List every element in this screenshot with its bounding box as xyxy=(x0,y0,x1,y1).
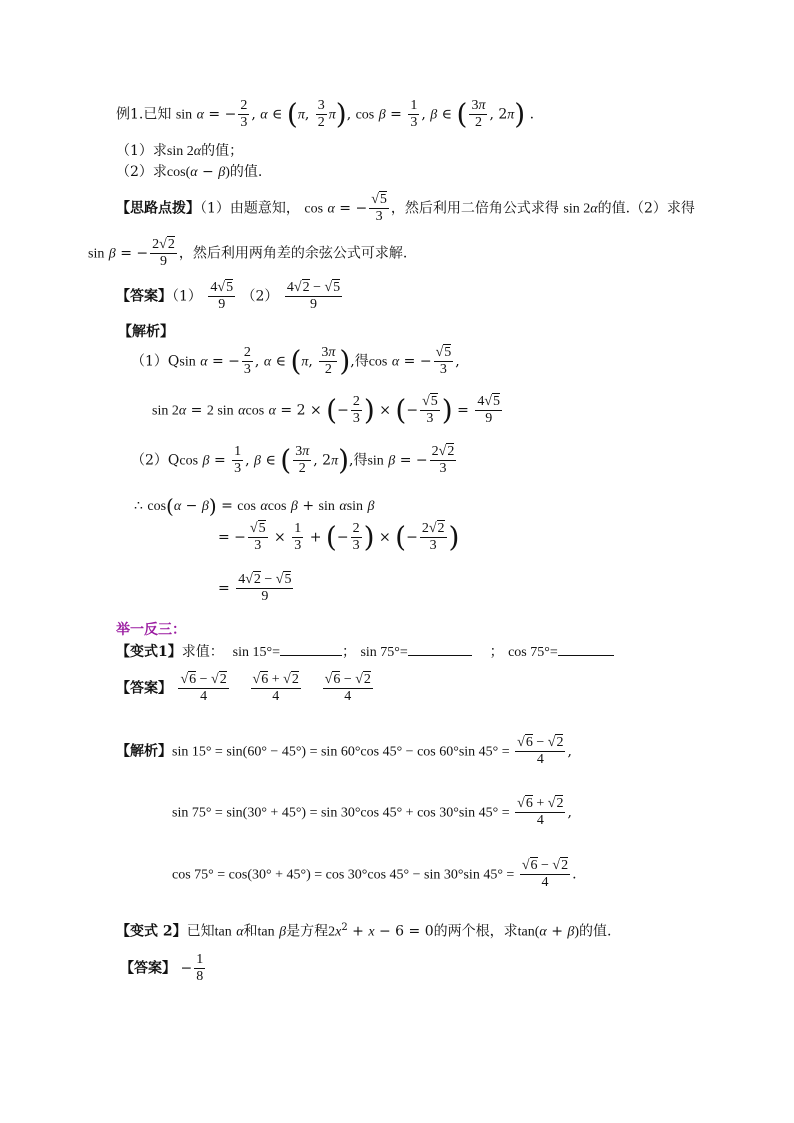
section-heading: 举一反三： xyxy=(116,622,186,638)
variant1-analysis-cos75: cos 75° = cos(30° + 45°) = cos 30°cos 45° − sin 30°sin 45° = $\frac{√6 - √2}{4}$ . xyxy=(172,858,577,891)
question-2: （2）求cos(α − β)的值. xyxy=(116,164,263,180)
analysis-cos-result: = $\frac{4√2 - √5}{9}$ xyxy=(218,572,292,605)
variant1-analysis-sin75: sin 75° = sin(30° + 45°) = sin 30°cos 45° + cos 30°sin 45° = $\frac{√6 + √2}{4}$ , xyxy=(172,796,572,829)
hint-line-1: 【思路点拨】（1）由题意知， cos α = − $\frac{√5}{3}$ ，然后利用二倍角公式求得 sin 2α的值.（2）求得 xyxy=(116,192,695,225)
analysis-step-2: （2）Qcos β = $\frac{1}{3}$ , β ∈ ( $\frac{3\pi}{2}$ , 2π),得sin β = − $\frac{2√2}{3}$ xyxy=(131,443,455,477)
example-known-text: 已知 xyxy=(143,106,172,123)
hint-label: 【思路点拨】 xyxy=(116,200,200,217)
analysis-label: 【解析】 xyxy=(118,324,174,340)
analysis-cos-substitute: = − $\frac{√5}{3}$ × $\frac{1}{3}$ + (− $\frac{2}{3}$ ) × (− $\frac{2√2}{3}$ ) xyxy=(218,520,460,554)
question-1: （1）求sin 2α的值； xyxy=(116,143,244,159)
variant1-label: 【变式1】 xyxy=(116,644,182,660)
analysis-cos-diff: ∴ cos(α − β) = cos αcos β + sin αsin β xyxy=(134,494,375,518)
blank-sin15 xyxy=(280,654,342,656)
variant2-question: 【变式 2】已知tan α和tan β是方程$2x^2 + x - 6 = 0$的两个根，求tan(α + β)的值. xyxy=(116,922,612,940)
analysis-sin2a: sin 2α = 2 sin αcos α = 2 × (− $\frac{2}{3}$ ) × (− $\frac{√5}{3}$ ) = $\frac{4√5}{9}$ xyxy=(152,393,501,427)
blank-sin75 xyxy=(408,654,472,656)
variant2-answer: 【答案】 − $\frac{1}{8}$ xyxy=(120,952,204,985)
example-label: 例1. xyxy=(116,106,144,123)
answer-label: 【答案】 xyxy=(116,288,172,305)
blank-cos75 xyxy=(558,654,614,656)
answer-line: 【答案】（1） $\frac{4√5}{9}$ （2） $\frac{4√2 - √5}{9}$ xyxy=(116,280,341,313)
variant1-question: 【变式1】求值： sin 15°= ； sin 75°= ； cos 75°= xyxy=(116,644,614,662)
variant1-analysis-sin15: 【解析】sin 15° = sin(60° − 45°) = sin 60°cos 45° − cos 60°sin 45° = $\frac{√6 - √2}{4}$ , xyxy=(116,735,572,768)
hint-line-2: sin β = − $\frac{2√2}{9}$ ，然后利用两角差的余弦公式可求解. xyxy=(88,237,408,270)
analysis-step-1: （1）Qsin α = − $\frac{2}{3}$ , α ∈ (π, $\frac{3\pi}{2}$ ),得cos α = − $\frac{√5}{3}$ , xyxy=(131,344,460,378)
example-statement: 例1.已知 sin α = − $\frac{2}{3}$ , α ∈ (π, $\frac{3}{2}$ π), cos β = $\frac{1}{3}$ , β ∈ ( $\frac{3\pi}{2}$ , 2π) . xyxy=(116,97,535,131)
variant1-answer: 【答案】 $\frac{√6 - √2}{4}$ $\frac{√6 + √2}{4}$ $\frac{√6 - √2}{4}$ xyxy=(116,672,371,705)
variant2-label: 【变式 2】 xyxy=(116,923,187,940)
